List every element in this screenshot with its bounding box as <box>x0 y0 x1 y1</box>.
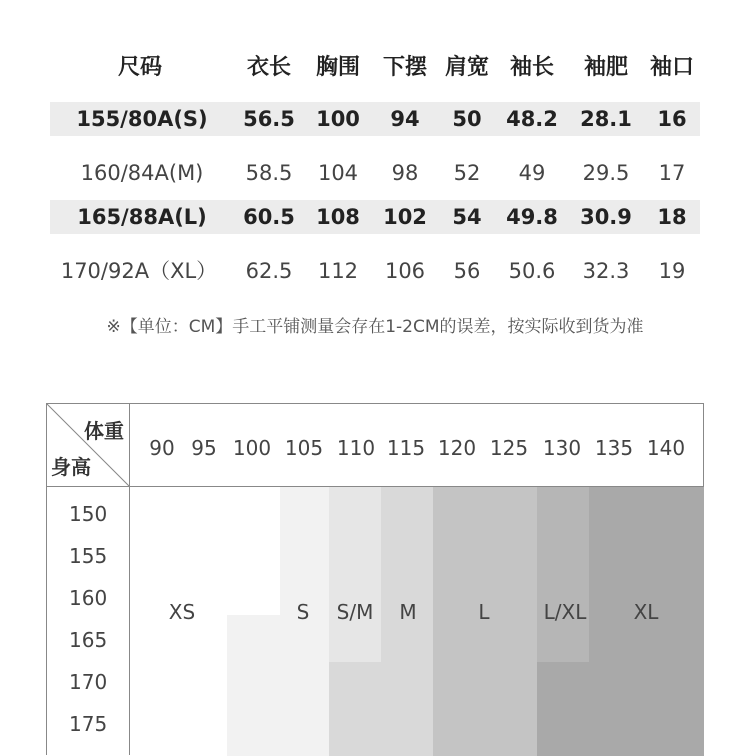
table-cell: 49 <box>518 161 546 185</box>
size-table <box>50 42 700 294</box>
weight-label: 135 <box>594 436 634 460</box>
table-cell: 18 <box>657 205 687 229</box>
header-hem: 下摆 <box>382 55 428 80</box>
size-recommendation-chart <box>46 403 704 755</box>
header-chest: 胸围 <box>315 55 361 80</box>
table-cell: 62.5 <box>245 259 293 283</box>
zone-label-xs: XS <box>168 600 196 624</box>
table-cell: 50.6 <box>508 259 556 283</box>
table-cell: 52 <box>453 161 481 185</box>
table-cell: 16 <box>657 107 687 131</box>
table-cell: 58.5 <box>245 161 293 185</box>
table-cell: 19 <box>658 259 686 283</box>
table-cell: 17 <box>658 161 686 185</box>
header-size: 尺码 <box>117 55 163 80</box>
weight-label: 125 <box>489 436 529 460</box>
table-row <box>50 98 700 147</box>
table-cell: 56.5 <box>243 107 295 131</box>
weight-label: 90 <box>149 436 175 460</box>
weight-label: 95 <box>191 436 217 460</box>
zone-label-xl: XL <box>633 600 659 624</box>
table-row <box>50 196 700 245</box>
header-cuff: 袖口 <box>649 55 695 80</box>
corner-weight-label: 体重 <box>84 419 124 443</box>
table-cell: 108 <box>316 205 360 229</box>
weight-label: 115 <box>386 436 426 460</box>
zone-lxl-lower <box>537 662 589 756</box>
table-cell: 49.8 <box>506 205 558 229</box>
table-cell: 160/84A(M) <box>80 161 204 185</box>
header-sleeve-length: 袖长 <box>509 55 555 80</box>
height-label: 150 <box>69 502 108 526</box>
table-cell: 48.2 <box>506 107 558 131</box>
table-cell: 94 <box>390 107 420 131</box>
table-row <box>50 245 700 294</box>
zone-label-sm: S/M <box>336 600 374 624</box>
weight-label: 120 <box>437 436 477 460</box>
table-cell: 100 <box>316 107 360 131</box>
zone-sm-lower <box>329 662 381 756</box>
table-cell: 54 <box>452 205 482 229</box>
table-cell: 102 <box>383 205 427 229</box>
table-cell: 106 <box>384 259 426 283</box>
height-label: 155 <box>69 544 108 568</box>
zone-label-l: L <box>478 600 490 624</box>
table-cell: 165/88A(L) <box>77 205 207 229</box>
zone-label-lxl: L/XL <box>543 600 587 624</box>
table-cell: 28.1 <box>580 107 632 131</box>
table-cell: 30.9 <box>580 205 632 229</box>
measurement-note: ※【单位：CM】手工平铺测量会存在1-2CM的误差，按实际收到货为准 <box>106 317 644 337</box>
table-cell: 98 <box>391 161 419 185</box>
table-cell: 112 <box>317 259 359 283</box>
size-table-header <box>50 42 700 98</box>
zone-s-lower <box>227 615 280 756</box>
table-cell: 155/80A(S) <box>76 107 208 131</box>
weight-label: 110 <box>336 436 376 460</box>
table-cell: 60.5 <box>243 205 295 229</box>
zone-label-s: S <box>296 600 310 624</box>
height-label: 175 <box>69 712 108 736</box>
table-cell: 29.5 <box>582 161 630 185</box>
chart-corner <box>47 404 130 487</box>
table-cell: 32.3 <box>582 259 630 283</box>
height-label: 165 <box>69 628 108 652</box>
corner-height-label: 身高 <box>51 455 91 479</box>
header-length: 衣长 <box>246 55 292 80</box>
table-cell: 170/92A（XL） <box>60 259 218 283</box>
weight-label: 130 <box>542 436 582 460</box>
table-cell: 104 <box>317 161 359 185</box>
height-label: 170 <box>69 670 108 694</box>
weight-label: 105 <box>284 436 324 460</box>
zone-sm <box>329 487 381 662</box>
table-row <box>50 147 700 196</box>
height-label: 160 <box>69 586 108 610</box>
table-cell: 50 <box>452 107 482 131</box>
table-cell: 56 <box>453 259 481 283</box>
header-shoulder: 肩宽 <box>444 55 490 80</box>
zone-label-m: M <box>399 600 417 624</box>
zone-lxl <box>537 487 589 662</box>
weight-label: 100 <box>232 436 272 460</box>
weight-label: 140 <box>646 436 686 460</box>
header-sleeve-width: 袖肥 <box>583 55 629 80</box>
